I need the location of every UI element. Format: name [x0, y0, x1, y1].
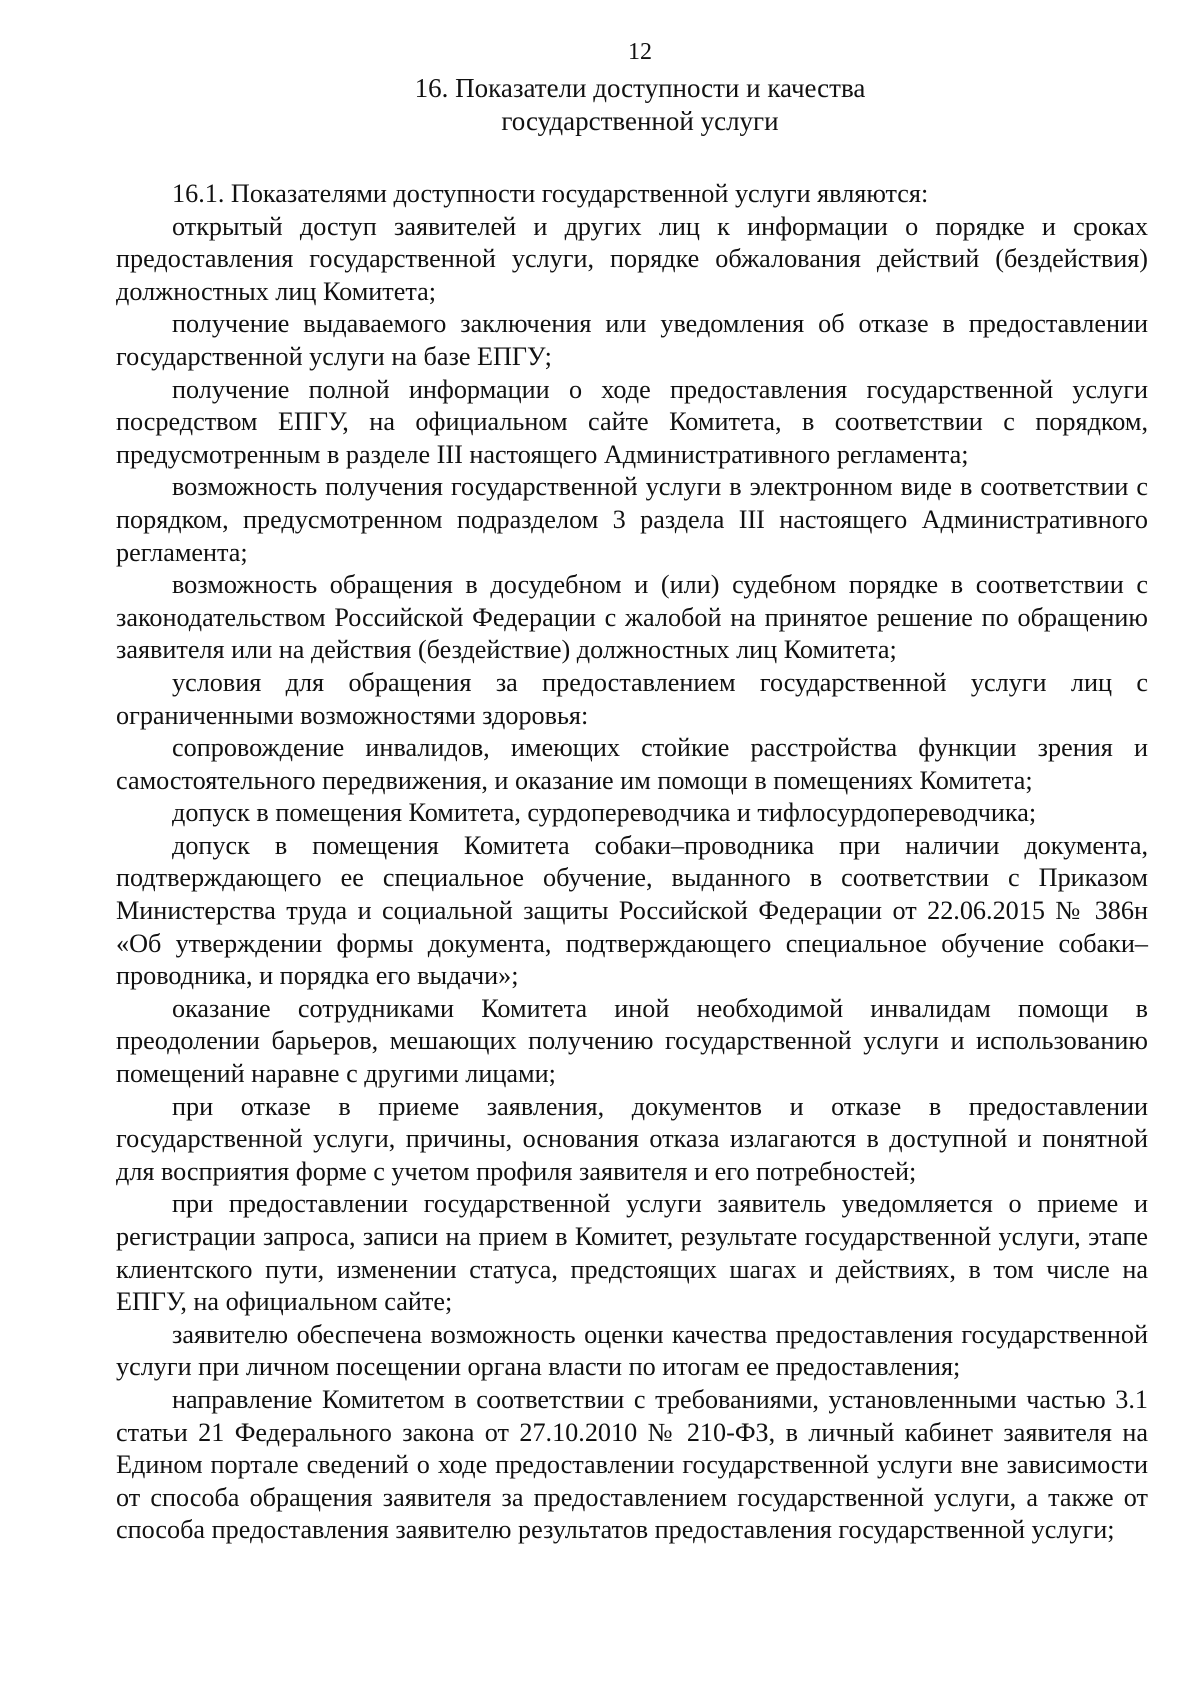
- paragraph-escort: сопровождение инвалидов, имеющих стойкие расстройства функции зрения и самостоятельного передвижения, и оказание им помощи в помещениях Комитета;: [116, 733, 1148, 795]
- paragraph-disability-conditions: условия для обращения за предоставлением государственной услуги лиц с ограниченными возможностями здоровья:: [116, 667, 1148, 730]
- paragraph-guide-dog: допуск в помещения Комитета собаки–проводника при наличии документа, подтверждающего ее специальное обучение, выданного в соответствии с Приказом Министерства труда и социальной защиты Российской Федерации от 22.06.2015 № 386н «Об утверждении формы документа, подтверждающего специальное обучение собаки–проводника, и порядка его выдачи»;: [116, 830, 1148, 991]
- section-title-line-2: государственной услуги: [501, 106, 779, 136]
- paragraph-notification: при предоставлении государственной услуги заявитель уведомляется о приеме и регистрации запроса, записи на прием в Комитет, результате государственной услуги, этапе клиентского пути, изменении статуса, предстоящих шагах и действиях, в том числе на ЕПГУ, на официальном сайте;: [116, 1189, 1148, 1317]
- paragraph-appeal: возможность обращения в досудебном и (или) судебном порядке в соответствии с законодательством Российской Федерации с жалобой на принятое решение по обращению заявителя или на действия (бездействие) должностных лиц Комитета;: [116, 570, 1148, 665]
- paragraph-intro: 16.1. Показателями доступности государственной услуги являются:: [172, 179, 929, 208]
- paragraph-refusal-reasons: при отказе в приеме заявления, документов и отказе в предоставлении государственной услуги, причины, основания отказа излагаются в доступной и понятной для восприятия форме с учетом профиля заявителя и его потребностей;: [116, 1091, 1148, 1186]
- section-title: [116, 72, 1148, 138]
- document-body: [116, 178, 1148, 1547]
- paragraph-full-information: получение полной информации о ходе предоставления государственной услуги посредством ЕПГУ, на официальном сайте Комитета, в соответствии с порядком, предусмотренным в разделе III настоящего Административного регламента;: [116, 374, 1148, 469]
- paragraph-personal-cabinet: направление Комитетом в соответствии с требованиями, установленными частью 3.1 статьи 21 Федерального закона от 27.10.2010 № 210-ФЗ, в личный кабинет заявителя на Едином портале сведений о ходе предоставлении государственной услуги вне зависимости от способа обращения заявителя за предоставлением государственной услуги, а также от способа предоставления заявителю результатов предоставления государственной услуги;: [116, 1384, 1148, 1545]
- paragraph-open-access: открытый доступ заявителей и других лиц к информации о порядке и сроках предоставления государственной услуги, порядке обжалования действий (бездействия) должностных лиц Комитета;: [116, 211, 1148, 306]
- paragraph-staff-assistance: оказание сотрудниками Комитета иной необходимой инвалидам помощи в преодолении барьеров, мешающих получению государственной услуги и использованию помещений наравне с другими лицами;: [116, 993, 1148, 1089]
- section-title-line-1: 16. Показатели доступности и качества: [414, 73, 866, 103]
- paragraph-interpreter-access: допуск в помещения Комитета, сурдопереводчика и тифлосурдопереводчика;: [172, 798, 1037, 828]
- paragraph-receiving-conclusion: получение выдаваемого заключения или уведомления об отказе в предоставлении государственной услуги на базе ЕПГУ;: [116, 309, 1148, 371]
- paragraph-quality-assessment: заявителю обеспечена возможность оценки качества предоставления государственной услуги при личном посещении органа власти по итогам ее предоставления;: [116, 1319, 1148, 1382]
- page-number: 12: [628, 39, 652, 65]
- paragraph-electronic-service: возможность получения государственной услуги в электронном виде в соответствии с порядком, предусмотренном подразделом 3 раздела III настоящего Административного регламента;: [116, 472, 1148, 567]
